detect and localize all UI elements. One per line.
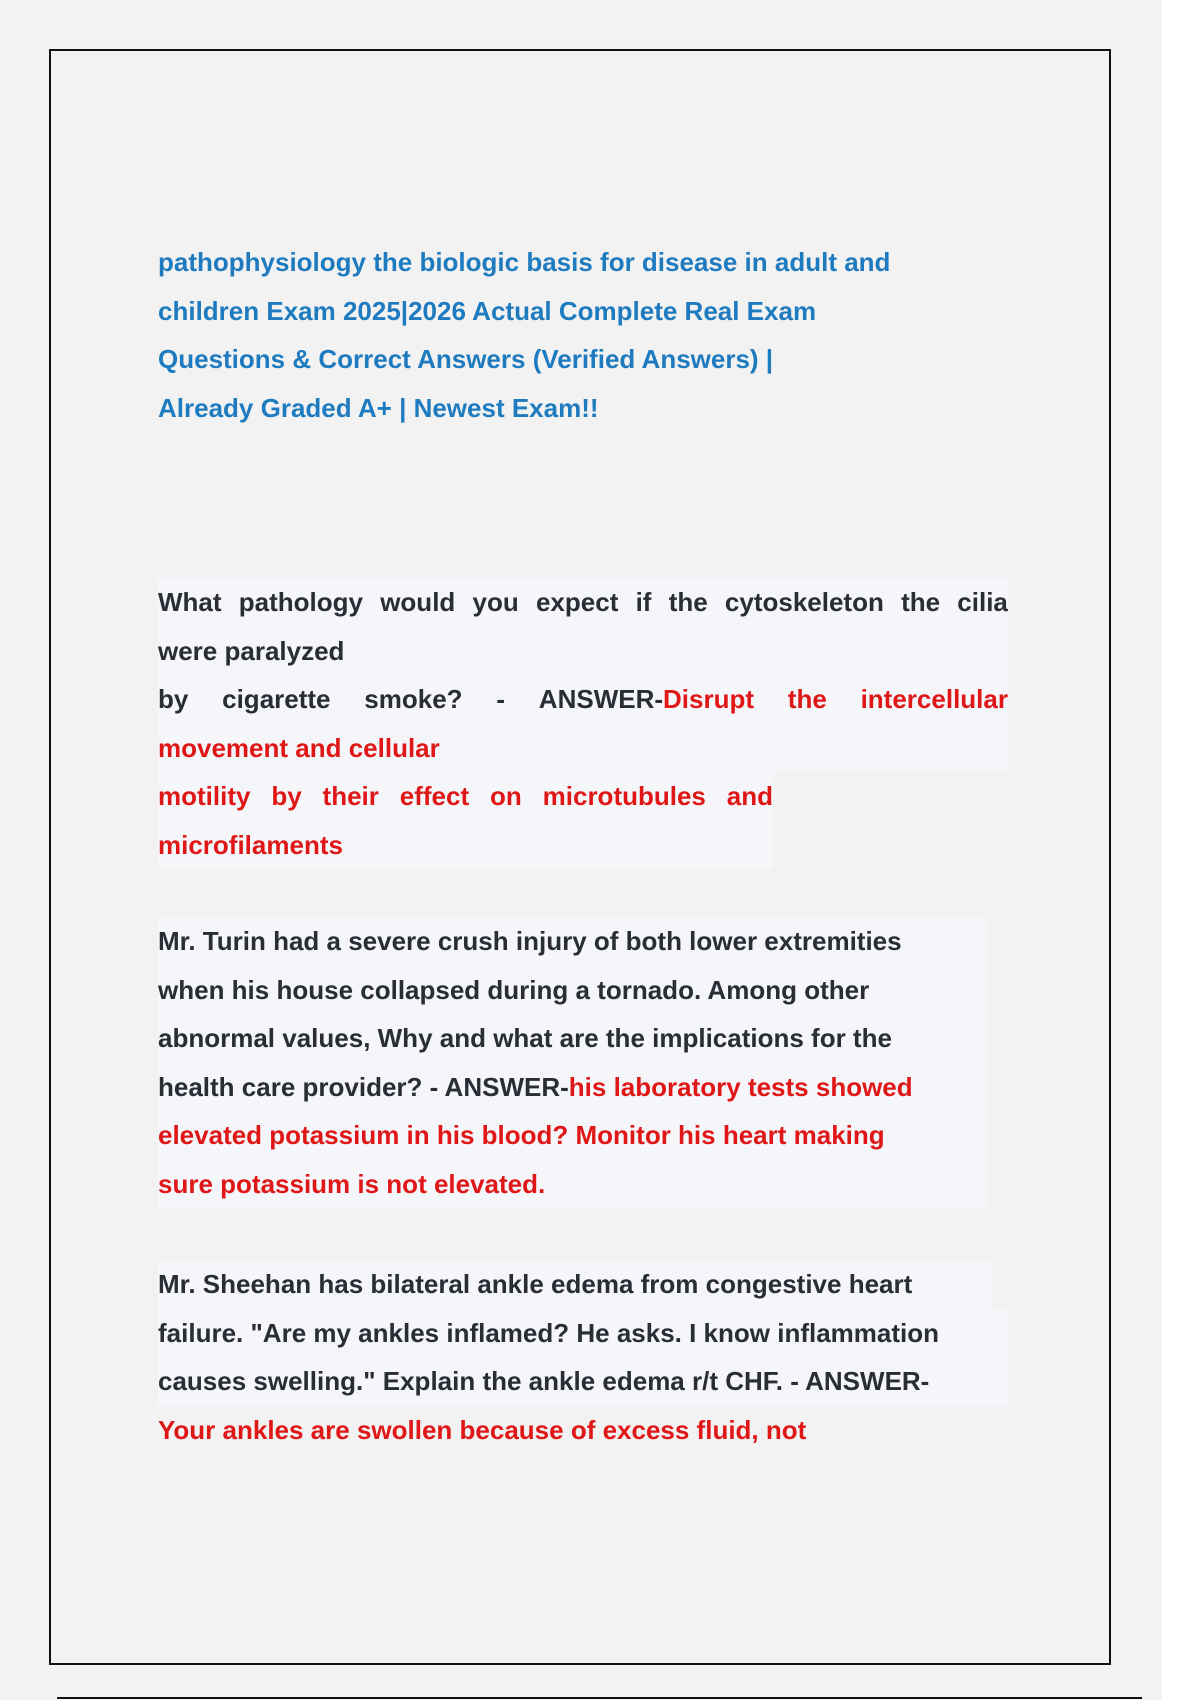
qa-item-2 [158,917,988,1208]
question-word: would [380,587,456,617]
qa-item-3 [158,1260,1008,1454]
question-word: cigarette [222,684,331,714]
question-word: the [668,587,708,617]
question-word: cilia [957,587,1008,617]
answer-line: microfilaments [158,821,773,870]
question-line: were paralyzed [158,627,1008,676]
answer-word: and [726,781,773,811]
question-word: cytoskeleton [724,587,884,617]
answer-word: their [322,781,379,811]
answer-word: effect [399,781,470,811]
right-margin-strip [1162,0,1200,1700]
question-word: expect [535,587,619,617]
answer-word: microtubules [542,781,706,811]
question-word: if [635,587,652,617]
answer-marker: ANSWER- [538,684,664,714]
question-word: the [901,587,941,617]
question-word: What [158,587,222,617]
answer-word: on [490,781,522,811]
question-answer-line [158,1063,988,1112]
document-title [158,238,978,432]
question-line: abnormal values, Why and what are the implications for the [158,1014,988,1063]
question-word: by [158,684,189,714]
title-line: children Exam 2025|2026 Actual Complete Real Exam [158,295,817,326]
question-word: - [496,684,506,714]
question-line: Mr. Turin had a severe crush injury of both lower extremities [158,917,988,966]
answer-text: his laboratory tests showed [568,1071,913,1102]
question-word: smoke? [364,684,463,714]
question-word: you [472,587,519,617]
answer-start [539,675,754,724]
answer-word: by [271,781,302,811]
answer-word: intercellular [860,684,1008,714]
answer-line: movement and cellular [158,724,1008,773]
qa-item-1 [158,578,1008,869]
question-line: causes swelling." Explain the ankle edema r/t CHF. - ANSWER- [158,1357,1008,1406]
answer-line: sure potassium is not elevated. [158,1160,988,1209]
question-answer-line [158,675,1008,724]
answer-word: motility [158,781,251,811]
title-line: Questions & Correct Answers (Verified Answers) | [158,344,774,374]
title-line: Already Graded A+ | Newest Exam!! [158,392,599,423]
question-line: failure. "Are my ankles inflamed? He asks. I know inflammation [158,1309,1008,1358]
title-line: pathophysiology the biologic basis for disease in adult and [158,247,891,277]
answer-line: elevated potassium in his blood? Monitor his heart making [158,1111,988,1160]
answer-line [158,772,773,821]
question-line [158,578,1008,627]
question-line: when his house collapsed during a tornado. Among other [158,966,988,1015]
answer-word: the [787,684,827,714]
question-text: health care provider? - ANSWER- [158,1071,569,1102]
answer-word: Disrupt [663,684,755,714]
question-line: Mr. Sheehan has bilateral ankle edema from congestive heart [158,1260,993,1309]
question-word: pathology [238,587,363,617]
page-bottom-rule [57,1697,1142,1699]
answer-line: Your ankles are swollen because of excess fluid, not [158,1414,807,1445]
